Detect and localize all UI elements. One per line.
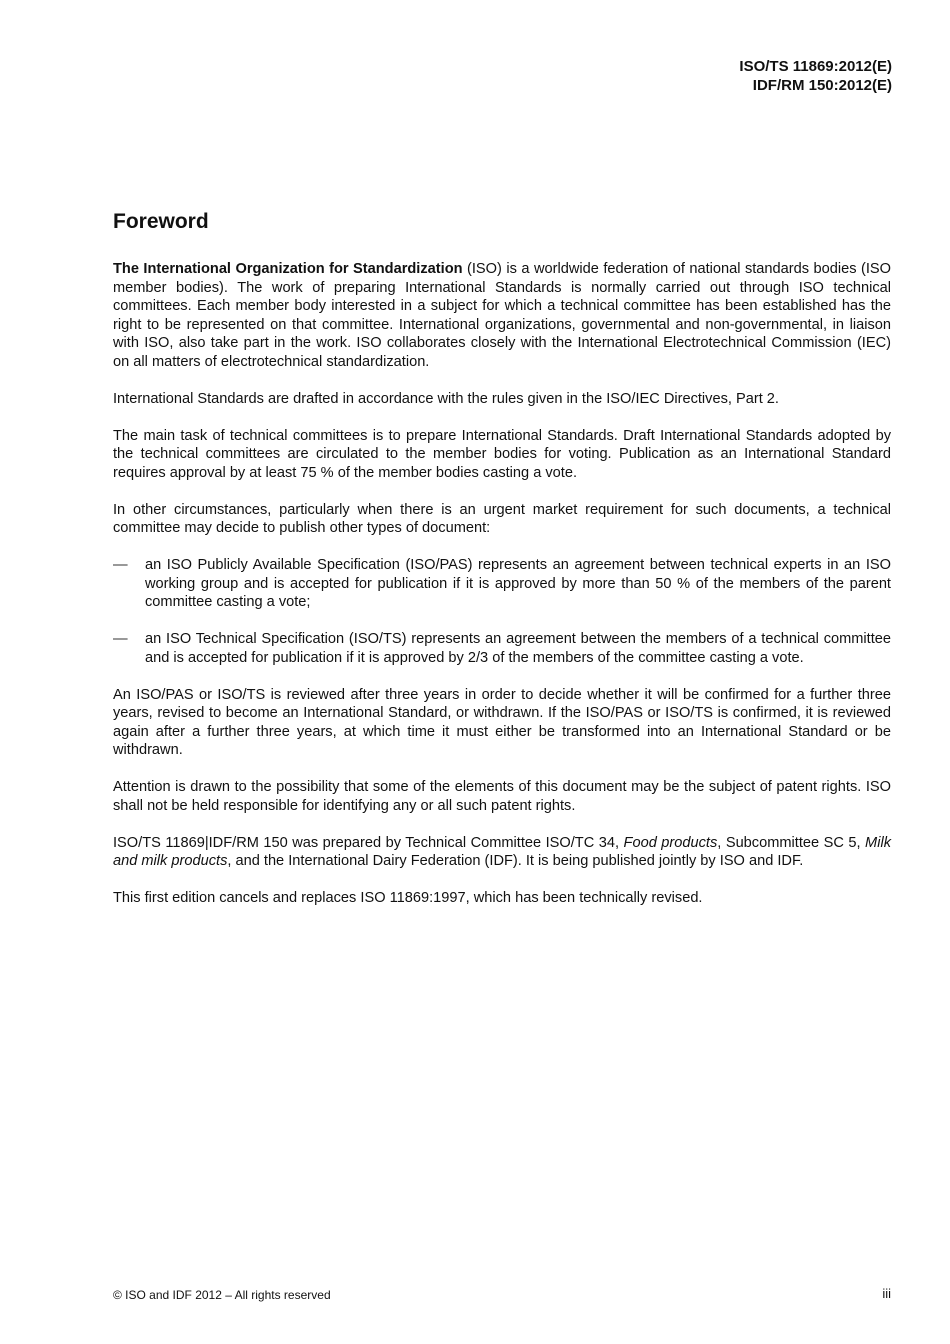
list-item bbox=[113, 630, 891, 667]
document-header bbox=[739, 57, 892, 95]
paragraph-main-task: The main task of technical committees is to prepare International Standards. Draft International Standards adopted by the technical committees are circulated to the member bodies for voting. Publication as an International Standard requires approval by at least 75 % of the member bodies casting a vote. bbox=[113, 427, 891, 481]
footer-copyright: © ISO and IDF 2012 – All rights reserved bbox=[113, 1288, 331, 1302]
paragraph-directives: International Standards are drafted in accordance with the rules given in the ISO/IEC Directives, Part 2. bbox=[113, 390, 779, 407]
list-dash: — bbox=[113, 557, 128, 573]
paragraph-iso-intro bbox=[113, 260, 891, 371]
paragraph-patent: Attention is drawn to the possibility that some of the elements of this document may be the subject of patent rights. ISO shall not be held responsible for identifying any or all such patent rights. bbox=[113, 779, 891, 814]
paragraph-other-circumstances: In other circumstances, particularly when there is an urgent market requirement for such documents, a technical committee may decide to publish other types of document: bbox=[113, 501, 891, 536]
list-item bbox=[113, 556, 891, 612]
list-item-text: an ISO Publicly Available Specification (ISO/PAS) represents an agreement between technical experts in an ISO working group and is accepted for publication if it is approved by more than 50 % of the members of the parent committee casting a vote; bbox=[145, 557, 891, 610]
page-title: Foreword bbox=[113, 210, 209, 233]
prepared-by-text: ISO/TS 11869|IDF/RM 150 was prepared by Technical Committee ISO/TC 34, bbox=[113, 834, 624, 851]
iso-name-bold: The International Organization for Standardization bbox=[113, 261, 463, 277]
paragraph-iso-intro-text: (ISO) is a worldwide federation of national standards bodies (ISO member bodies). The work of preparing International Standards is normally carried out through ISO technical committees. Each member body interested in a subject for which a technical committee has been established has the right to be represented on that committee. International organizations, governmental and non-governmental, in liaison with ISO, also take part in the work. ISO collaborates closely with the International Electrotechnical Commission (IEC) on all matters of electrotechnical standardization. bbox=[113, 261, 891, 370]
paragraph-review: An ISO/PAS or ISO/TS is reviewed after three years in order to decide whether it will be confirmed for a further three years, revised to become an International Standard, or withdrawn. If the ISO/PAS or ISO/TS is confirmed, it is reviewed again after a further three years, at which time it must either be transformed into an International Standard or be withdrawn. bbox=[113, 686, 891, 758]
food-products-italic: Food products bbox=[623, 834, 718, 851]
footer-page-number: iii bbox=[882, 1286, 891, 1301]
prepared-by-text: , Subcommittee SC 5, bbox=[717, 834, 866, 851]
list-item-text: an ISO Technical Specification (ISO/TS) represents an agreement between the members of a technical committee and is accepted for publication if it is approved by 2/3 of the members of the committee casting a vote. bbox=[145, 631, 891, 666]
header-idf-number: IDF/RM 150:2012(E) bbox=[752, 77, 892, 94]
foreword-body bbox=[113, 260, 891, 926]
document-types-list bbox=[113, 556, 891, 667]
paragraph-edition: This first edition cancels and replaces ISO 11869:1997, which has been technically revised. bbox=[113, 890, 703, 906]
milk-products-italic: Milk and milk products bbox=[113, 834, 891, 869]
paragraph-prepared-by bbox=[113, 834, 891, 871]
header-standard-number: ISO/TS 11869:2012(E) bbox=[739, 58, 892, 75]
list-dash: — bbox=[113, 631, 128, 647]
prepared-by-text: , and the International Dairy Federation (IDF). It is being published jointly by ISO and IDF. bbox=[227, 853, 804, 869]
